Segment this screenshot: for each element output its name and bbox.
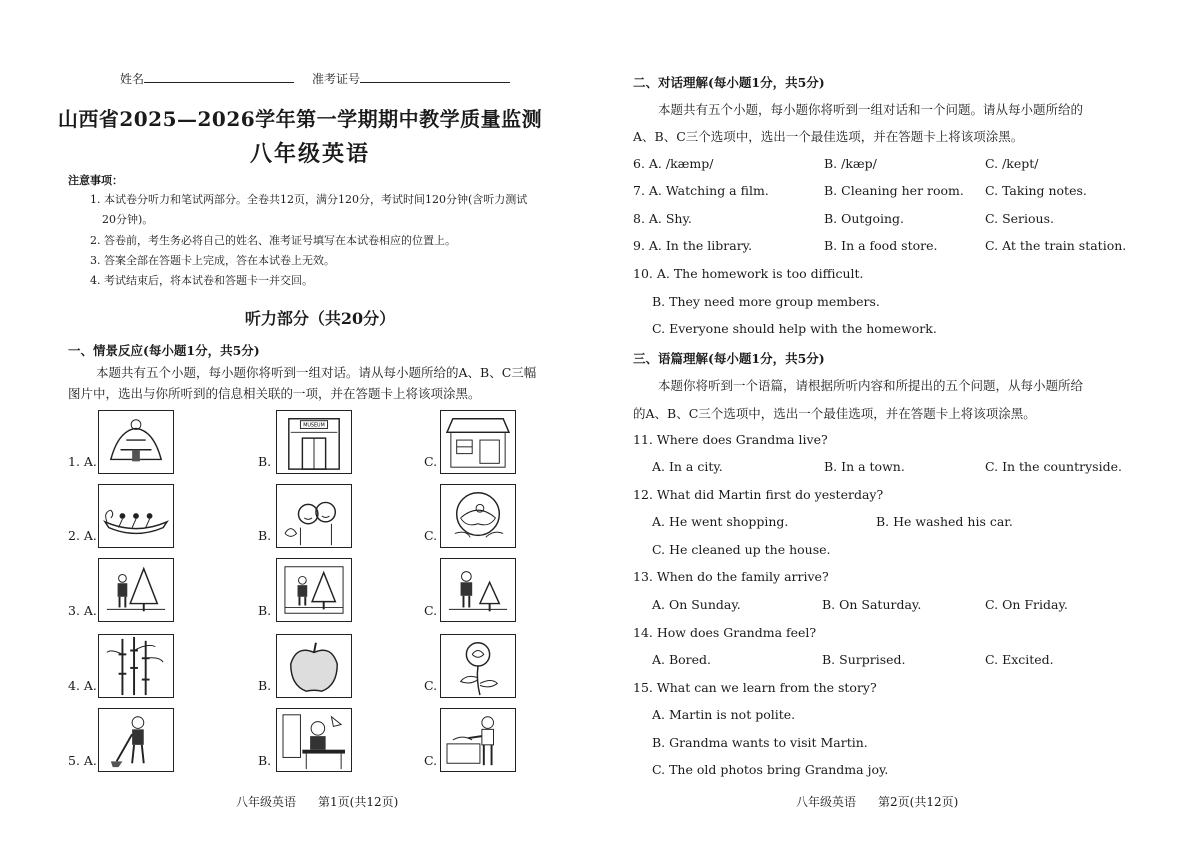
option-c: C. He cleaned up the house.: [652, 542, 831, 557]
boy-tree-icon[interactable]: [440, 558, 516, 622]
boy-tree-icon[interactable]: [98, 558, 174, 622]
section2-heading: 二、对话理解(每小题1分，共5分): [633, 75, 825, 90]
option-label: B.: [258, 678, 272, 693]
option-label: B.: [258, 753, 272, 768]
boy-tree-icon[interactable]: [276, 558, 352, 622]
option-label: 1. A.: [68, 454, 97, 469]
option-a: A. On Sunday.: [652, 597, 741, 612]
section2-instruction: A、B、C三个选项中，选出一个最佳选项，并在答题卡上将该项涂黑。: [633, 129, 1024, 144]
option-a: A. Bored.: [652, 652, 712, 667]
option-a: 7. A. Watching a film.: [633, 183, 769, 198]
notice-item: 4. 考试结束后，将本试卷和答题卡一并交回。: [90, 274, 313, 287]
option-c: C. At the train station.: [985, 238, 1127, 253]
option-b: B. Outgoing.: [824, 211, 905, 226]
notice-heading: 注意事项：: [68, 174, 123, 187]
option-b: B. He washed his car.: [876, 514, 1013, 529]
section3-instruction: 本题你将听到一个语篇，请根据所听内容和所提出的五个问题，从每小题所给: [658, 378, 1084, 393]
option-c: C. /kept/: [985, 156, 1039, 171]
option-c: C. The old photos bring Grandma joy.: [652, 762, 889, 777]
section2-instruction: 本题共有五个小题，每小题你将听到一组对话和一个问题。请从每小题所给的: [658, 102, 1084, 117]
museum-building-icon[interactable]: [276, 410, 352, 474]
question-stem: 12. What did Martin first do yesterday?: [633, 487, 884, 502]
footer-page-number: 第1页(共12页): [318, 795, 399, 809]
option-a: A. In a city.: [652, 459, 723, 474]
notice-item: 3. 答案全部在答题卡上完成，答在本试卷上无效。: [90, 254, 335, 267]
right-page: [600, 0, 1200, 849]
option-label: C.: [424, 528, 438, 543]
notice-item: 2. 答卷前，考生务必将自己的姓名、准考证号填写在本试卷相应的位置上。: [90, 234, 456, 247]
option-label: C.: [424, 603, 438, 618]
footer-subject: 八年级英语: [236, 795, 297, 809]
option-b: B. Cleaning her room.: [824, 183, 964, 198]
option-label: 5. A.: [68, 753, 97, 768]
bamboo-icon[interactable]: [98, 634, 174, 698]
festival-dragon-icon[interactable]: [98, 410, 174, 474]
option-a: 9. A. In the library.: [633, 238, 753, 253]
apple-icon[interactable]: [276, 634, 352, 698]
option-label: C.: [424, 678, 438, 693]
exam-subtitle: 八年级英语: [249, 141, 370, 167]
option-label: B.: [258, 603, 272, 618]
name-underline: [144, 70, 294, 83]
question-stem: 14. How does Grandma feel?: [633, 625, 817, 640]
svg-text:MUSEUM: MUSEUM: [303, 423, 325, 429]
studying-boy-icon[interactable]: [276, 708, 352, 772]
option-a: 10. A. The homework is too difficult.: [633, 266, 864, 281]
section1-instruction: 图片中，选出与你所听到的信息相关联的一项，并在答题卡上将该项涂黑。: [68, 386, 481, 401]
section1-heading: 一、情景反应(每小题1分，共5分): [68, 343, 260, 358]
section1-instruction: 本题共有五个小题，每小题你将听到一组对话。请从每小题所给的A、B、C三幅: [96, 365, 537, 380]
option-a: 8. A. Shy.: [633, 211, 692, 226]
listening-heading: 听力部分（共20分）: [244, 309, 396, 328]
cooking-boy-icon[interactable]: [440, 708, 516, 772]
footer-page-number: 第2页(共12页): [878, 795, 959, 809]
name-label: 姓名: [120, 72, 145, 86]
exam-number-field: [312, 70, 510, 87]
option-label: B.: [258, 528, 272, 543]
footer-subject: 八年级英语: [796, 795, 857, 809]
option-c: C. Excited.: [985, 652, 1054, 667]
question-stem: 11. Where does Grandma live?: [633, 432, 828, 447]
option-a: 6. A. /kæmp/: [633, 156, 714, 171]
option-c: C. Everyone should help with the homework.: [652, 321, 937, 336]
shop-front-icon[interactable]: [440, 410, 516, 474]
lantern-fairy-icon[interactable]: [440, 484, 516, 548]
children-faces-icon[interactable]: [276, 484, 352, 548]
option-b: B. /kæp/: [824, 156, 877, 171]
option-b: B. They need more group members.: [652, 294, 880, 309]
notice-item: 1. 本试卷分听力和笔试两部分。全卷共12页，满分120分，考试时间120分钟(含听力测试: [90, 193, 528, 206]
dragon-boat-icon[interactable]: [98, 484, 174, 548]
section3-instruction: 的A、B、C三个选项中，选出一个最佳选项，并在答题卡上将该项涂黑。: [633, 406, 1036, 421]
notice-item: 20分钟)。: [102, 213, 154, 226]
option-label: 3. A.: [68, 603, 97, 618]
option-c: C. On Friday.: [985, 597, 1068, 612]
question-stem: 13. When do the family arrive?: [633, 569, 829, 584]
option-label: 4. A.: [68, 678, 97, 693]
option-label: C.: [424, 454, 438, 469]
option-label: B.: [258, 454, 272, 469]
option-b: B. Surprised.: [822, 652, 906, 667]
option-c: C. In the countryside.: [985, 459, 1122, 474]
option-label: C.: [424, 753, 438, 768]
option-a: A. Martin is not polite.: [652, 707, 796, 722]
sweeping-boy-icon[interactable]: [98, 708, 174, 772]
option-b: B. In a town.: [824, 459, 905, 474]
option-b: B. In a food store.: [824, 238, 938, 253]
name-field: [120, 70, 294, 87]
option-b: B. Grandma wants to visit Martin.: [652, 735, 868, 750]
exam-number-label: 准考证号: [312, 72, 361, 86]
exam-number-underline: [360, 70, 510, 83]
option-b: B. On Saturday.: [822, 597, 922, 612]
option-c: C. Serious.: [985, 211, 1054, 226]
rose-icon[interactable]: [440, 634, 516, 698]
option-c: C. Taking notes.: [985, 183, 1087, 198]
section3-heading: 三、语篇理解(每小题1分，共5分): [633, 351, 825, 366]
option-label: 2. A.: [68, 528, 97, 543]
exam-title: 山西省2025—2026学年第一学期期中教学质量监测: [57, 107, 543, 131]
question-stem: 15. What can we learn from the story?: [633, 680, 877, 695]
option-a: A. He went shopping.: [652, 514, 789, 529]
